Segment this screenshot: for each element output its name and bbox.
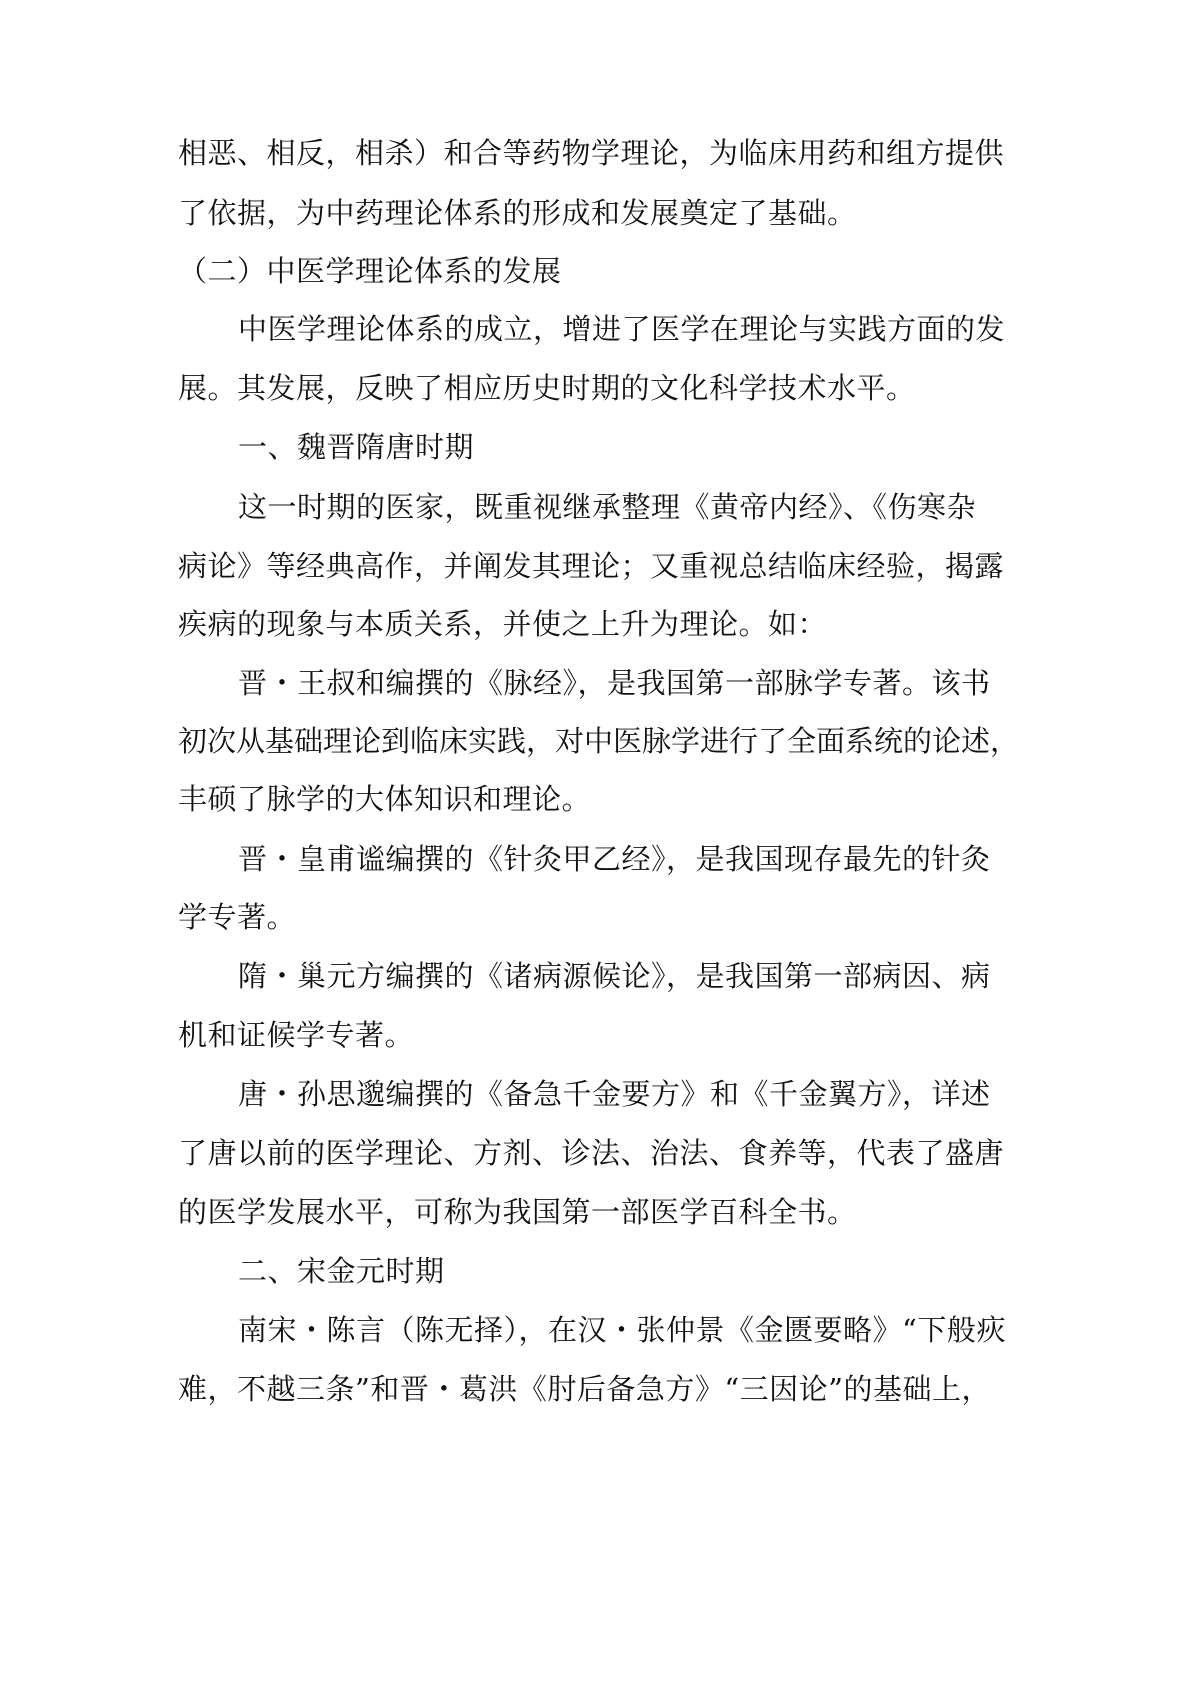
text-line: 病论》等经典高作，并阐发其理论；又重视总结临床经验，揭露 (178, 549, 1005, 583)
text-line: 中医学理论体系的成立，增进了医学在理论与实践方面的发 (238, 312, 1006, 346)
text-line: 机和证候学专著。 (178, 1018, 415, 1052)
text-line: 丰硕了脉学的大体知识和理论。 (178, 782, 592, 816)
text-line: 了依据，为中药理论体系的形成和发展奠定了基础。 (178, 196, 857, 230)
subsection-heading: 一、魏晋隋唐时期 (238, 430, 475, 464)
text-line: 初次从基础理论到临床实践，对中医脉学进行了全面系统的论述， (178, 724, 1020, 758)
text-line: 晋・皇甫谧编撰的《针灸甲乙经》，是我国现存最先的针灸 (238, 842, 991, 876)
text-line: 难，不越三条”和晋・葛洪《肘后备急方》“三因论”的基础上， (178, 1372, 991, 1406)
section-heading: （二）中医学理论体系的发展 (178, 254, 562, 288)
text-line: 学专著。 (178, 900, 297, 934)
text-line: 展。其发展，反映了相应历史时期的文化科学技术水平。 (178, 371, 916, 405)
text-line: 疾病的现象与本质关系，并使之上升为理论。如： (178, 607, 828, 641)
text-line: 了唐以前的医学理论、方剂、诊法、治法、食养等，代表了盛唐 (178, 1136, 1005, 1170)
text-line: 南宋・陈言（陈无择），在汉・张仲景《金匮要略》“下般疢 (238, 1313, 1006, 1347)
text-line: 唐・孙思邈编撰的《备急千金要方》和《千金翼方》，详述 (238, 1077, 991, 1111)
text-line: 隋・巢元方编撰的《诸病源候论》，是我国第一部病因、病 (238, 959, 991, 993)
text-line: 的医学发展水平，可称为我国第一部医学百科全书。 (178, 1195, 857, 1229)
text-line: 这一时期的医家，既重视继承整理《黄帝内经》、《伤寒杂 (238, 490, 977, 524)
text-line: 晋・王叔和编撰的《脉经》，是我国第一部脉学专著。该书 (238, 666, 991, 700)
subsection-heading: 二、宋金元时期 (238, 1254, 445, 1288)
text-line: 相恶、相反，相杀）和合等药物学理论，为临床用药和组方提供 (178, 136, 1005, 170)
